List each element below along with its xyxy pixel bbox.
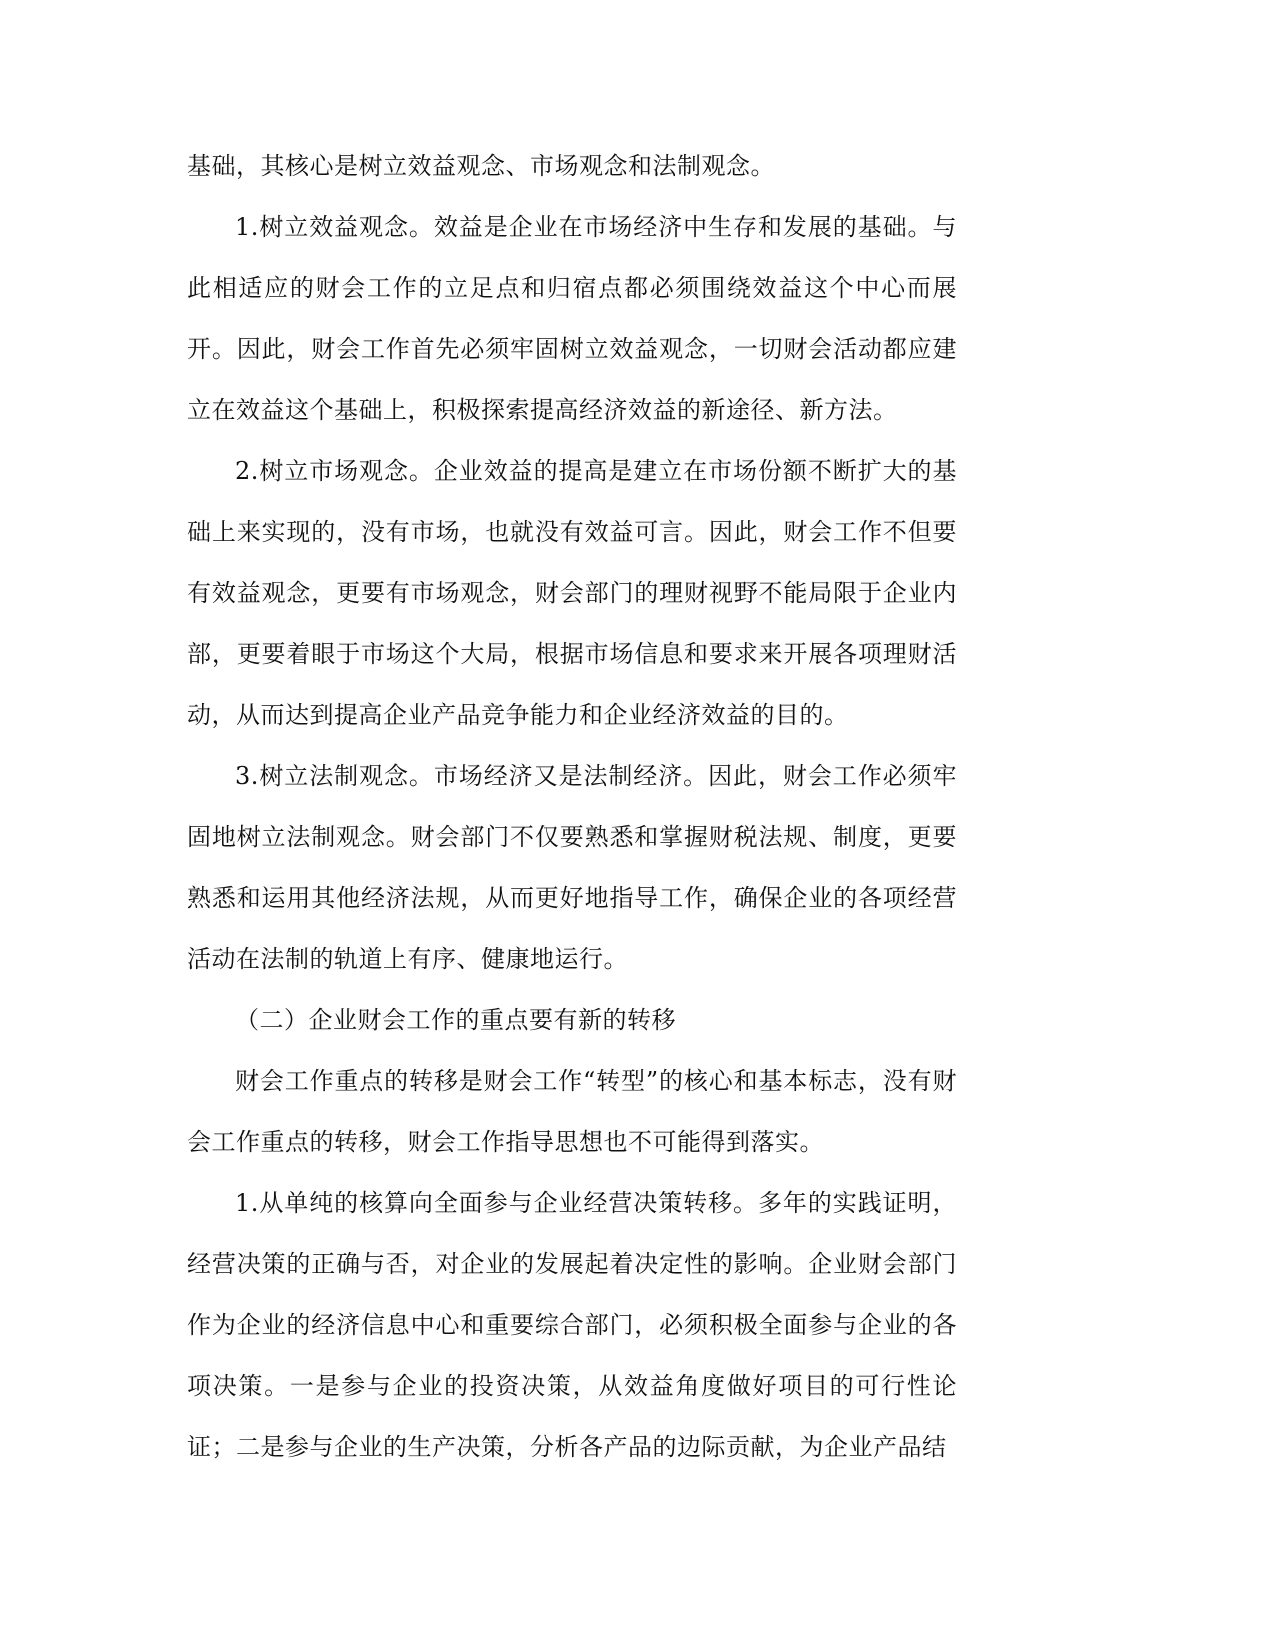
paragraph-market-concept: 2.树立市场观念。企业效益的提高是建立在市场份额不断扩大的基础上来实现的，没有市场，也就没有效益可言。因此，财会工作不但要有效益观念，更要有市场观念，财会部门的理财视野不能局限于企业内部，更要着眼于市场这个大局，根据市场信息和要求来开展各项理财活动，从而达到提高企业产品竞争能力和企业经济效益的目的。 bbox=[187, 457, 957, 729]
paragraph-efficiency-concept: 1.树立效益观念。效益是企业在市场经济中生存和发展的基础。与此相适应的财会工作的立足点和归宿点都必须围绕效益这个中心而展开。因此，财会工作首先必须牢固树立效益观念，一切财会活动都应建立在效益这个基础上，积极探索提高经济效益的新途径、新方法。 bbox=[187, 213, 957, 424]
section-heading: （二）企业财会工作的重点要有新的转移 bbox=[235, 1006, 676, 1034]
paragraph-focus-shift: 财会工作重点的转移是财会工作“转型”的核心和基本标志，没有财会工作重点的转移，财会工作指导思想也不可能得到落实。 bbox=[187, 1067, 957, 1156]
paragraph-decision-participation: 1.从单纯的核算向全面参与企业经营决策转移。多年的实践证明，经营决策的正确与否，对企业的发展起着决定性的影响。企业财会部门作为企业的经济信息中心和重要综合部门，必须积极全面参与企业的各项决策。一是参与企业的投资决策，从效益角度做好项目的可行性论证；二是参与企业的生产决策，分析各产品的边际贡献，为企业产品结 bbox=[187, 1189, 957, 1461]
paragraph-legal-concept: 3.树立法制观念。市场经济又是法制经济。因此，财会工作必须牢固地树立法制观念。财会部门不仅要熟悉和掌握财税法规、制度，更要熟悉和运用其他经济法规，从而更好地指导工作，确保企业的各项经营活动在法制的轨道上有序、健康地运行。 bbox=[187, 762, 957, 973]
document-body bbox=[187, 136, 957, 1478]
paragraph-continuation: 基础，其核心是树立效益观念、市场观念和法制观念。 bbox=[187, 152, 775, 180]
